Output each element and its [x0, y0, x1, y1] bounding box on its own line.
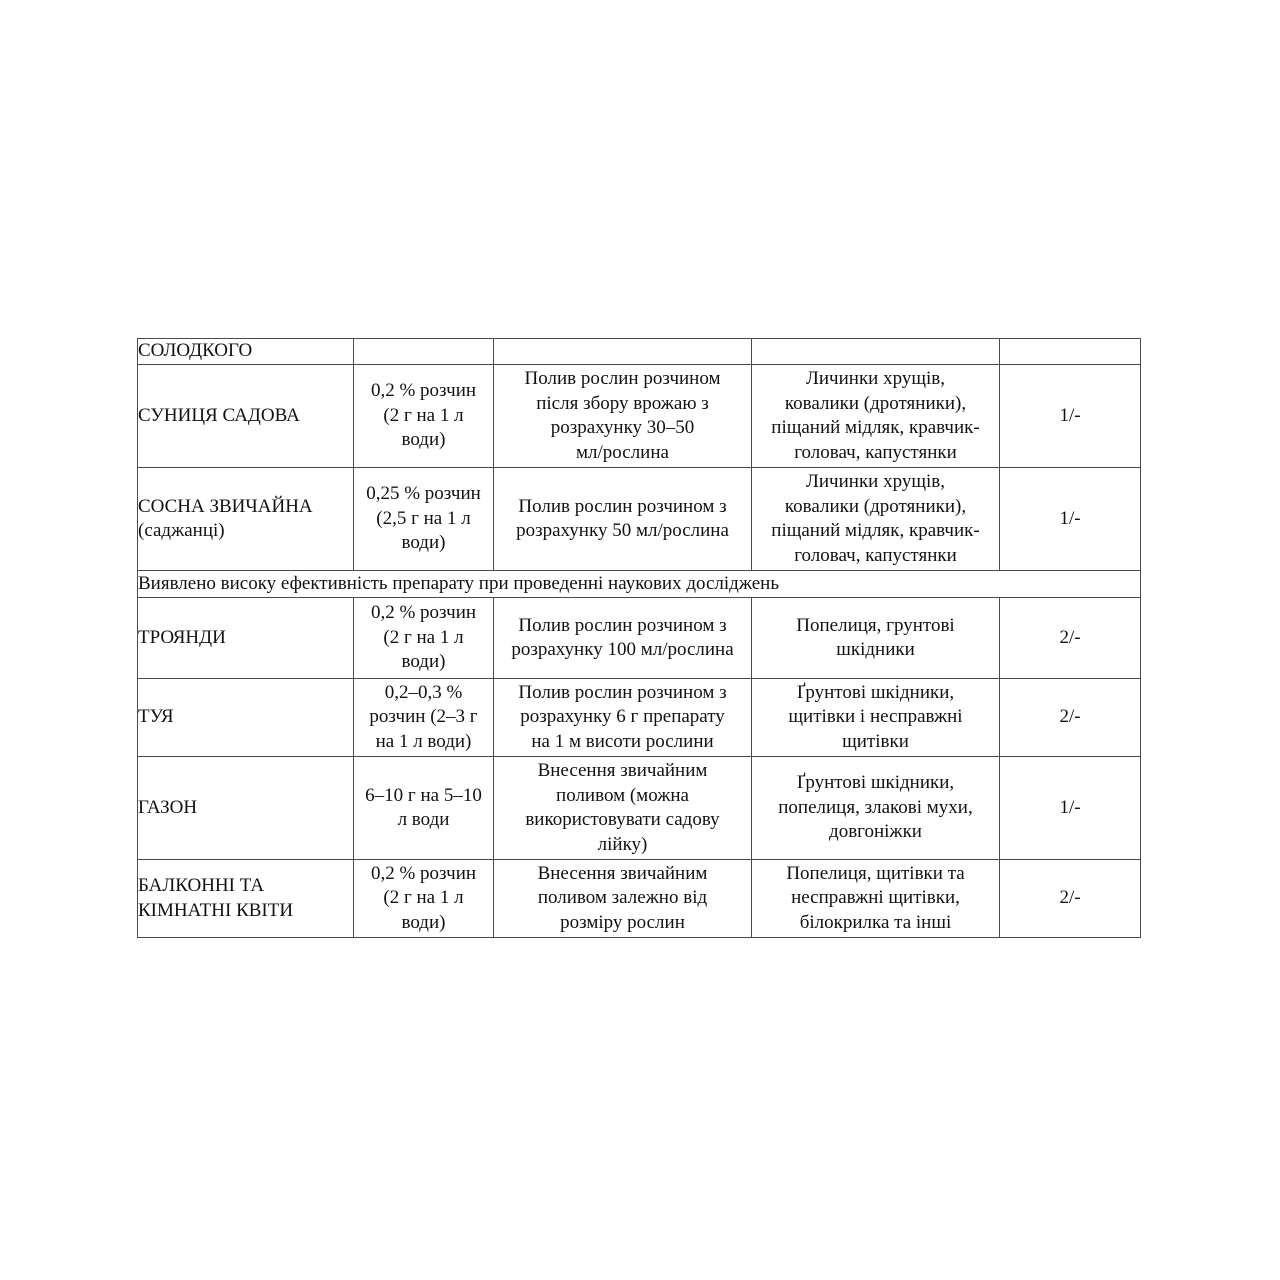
method-cell — [494, 679, 752, 757]
pests-line: щитівки і несправжні — [788, 706, 963, 728]
rate-cell — [354, 757, 494, 860]
rate-line: на 1 л води) — [375, 730, 472, 752]
treatments-cell — [1000, 339, 1141, 365]
crop-cell — [138, 757, 354, 860]
rate-line: (2 г на 1 л — [383, 887, 464, 909]
treatments-value: 1/- — [1059, 404, 1081, 426]
method-line: розрахунку 30–50 — [550, 417, 695, 438]
pests-line: Попелиця, грунтові — [796, 614, 955, 636]
rate-line: води) — [401, 429, 446, 451]
method-cell — [494, 365, 752, 468]
table-row — [138, 365, 1141, 468]
rate-line: розчин (2–3 г — [369, 706, 478, 728]
crop-name: СОСНА ЗВИЧАЙНА — [138, 495, 313, 517]
pests-line: головач, капустянки — [794, 441, 957, 463]
crop-name: СОЛОДКОГО — [138, 340, 253, 362]
method-cell — [494, 468, 752, 571]
method-line: після збору врожаю з — [536, 392, 709, 414]
rate-line: (2 г на 1 л — [383, 404, 464, 426]
pests-line: Личинки хрущів, — [806, 368, 945, 389]
treatments-value: 2/- — [1059, 626, 1081, 648]
method-cell — [494, 757, 752, 860]
pests-line: ковалики (дротяники), — [784, 495, 967, 517]
rate-cell — [354, 339, 494, 365]
method-line: Внесення звичайним — [537, 862, 708, 884]
pests-line: Попелиця, щитівки та — [786, 862, 965, 884]
crop-name: ГАЗОН — [138, 796, 198, 818]
method-line: мл/рослина — [576, 441, 669, 463]
pests-line: довгоніжки — [829, 821, 922, 843]
table-row — [138, 468, 1141, 571]
treatments-cell — [1000, 598, 1141, 679]
table-row — [138, 679, 1141, 757]
method-line: розрахунку 6 г препарату — [520, 706, 725, 728]
crop-cell — [138, 468, 354, 571]
method-line: поливом залежно від — [537, 887, 708, 909]
table-row — [138, 598, 1141, 679]
pests-cell — [752, 860, 1000, 938]
crop-cell — [138, 365, 354, 468]
rate-cell — [354, 365, 494, 468]
pests-line: ковалики (дротяники), — [784, 392, 967, 414]
crop-note: (саджанці) — [138, 520, 225, 541]
crop-note: КІМНАТНІ КВІТИ — [138, 899, 294, 921]
pests-line: Ґрунтові шкідники, — [796, 681, 955, 703]
treatments-cell — [1000, 860, 1141, 938]
table-row-continuation — [138, 339, 1141, 365]
crop-cell — [138, 679, 354, 757]
method-line: розрахунку 100 мл/рослина — [511, 639, 734, 660]
crop-treatment-table — [137, 338, 1141, 938]
rate-cell — [354, 468, 494, 571]
method-line: Полив рослин розчином з — [518, 614, 727, 636]
method-line: Внесення звичайним — [537, 760, 708, 781]
method-line: використовувати садову — [525, 809, 720, 830]
treatments-cell — [1000, 757, 1141, 860]
crop-name: БАЛКОННІ ТА — [138, 875, 265, 896]
crop-cell — [138, 598, 354, 679]
method-cell — [494, 860, 752, 938]
rate-cell — [354, 860, 494, 938]
rate-line: (2 г на 1 л — [383, 626, 464, 648]
rate-line: л води — [397, 809, 450, 830]
pests-line: білокрилка та інші — [799, 911, 952, 933]
pests-cell — [752, 757, 1000, 860]
treatments-cell — [1000, 468, 1141, 571]
table-row — [138, 757, 1141, 860]
crop-cell — [138, 860, 354, 938]
rate-line: 0,2–0,3 % — [384, 681, 463, 703]
table-row — [138, 860, 1141, 938]
treatments-cell — [1000, 679, 1141, 757]
method-line: лійку) — [597, 833, 648, 855]
pests-line: головач, капустянки — [794, 544, 957, 566]
method-line: розрахунку 50 мл/рослина — [516, 520, 729, 541]
method-line: Полив рослин розчином з — [518, 681, 727, 703]
pests-cell — [752, 365, 1000, 468]
rate-line: води) — [401, 911, 446, 933]
treatments-value: 2/- — [1059, 887, 1081, 909]
rate-line: 0,2 % розчин — [370, 862, 477, 884]
pests-cell — [752, 598, 1000, 679]
rate-line: 0,2 % розчин — [370, 380, 477, 402]
pests-cell — [752, 339, 1000, 365]
method-line: Полив рослин розчином — [524, 368, 721, 389]
note-text: Виявлено високу ефективність препарату при проведенні наукових досліджень — [138, 572, 779, 594]
rate-line: води) — [401, 651, 446, 673]
rate-line: 0,25 % розчин — [366, 483, 481, 505]
pests-cell — [752, 468, 1000, 571]
pests-line: піщаний мідляк, кравчик- — [771, 520, 980, 541]
pests-cell — [752, 679, 1000, 757]
pests-line: Ґрунтові шкідники, — [796, 772, 955, 794]
crop-name: СУНИЦЯ САДОВА — [138, 404, 300, 426]
rate-cell — [354, 679, 494, 757]
pests-line: несправжні щитівки, — [791, 887, 960, 909]
table-row-note — [138, 571, 1141, 598]
pests-line: щитівки — [842, 730, 909, 752]
pests-line: шкідники — [836, 639, 915, 660]
crop-cell — [138, 339, 354, 365]
method-cell — [494, 598, 752, 679]
rate-line: 0,2 % розчин — [370, 602, 477, 624]
pests-line: попелиця, злакові мухи, — [778, 796, 973, 818]
pests-line: піщаний мідляк, кравчик- — [771, 417, 980, 438]
rate-cell — [354, 598, 494, 679]
method-line: поливом (можна — [556, 784, 689, 806]
pests-line: Личинки хрущів, — [806, 471, 945, 492]
crop-name: ТУЯ — [138, 706, 174, 728]
treatments-value: 1/- — [1059, 796, 1081, 818]
method-line: розміру рослин — [560, 911, 685, 933]
rate-line: 6–10 г на 5–10 — [365, 784, 482, 806]
method-line: Полив рослин розчином з — [518, 495, 727, 517]
treatments-value: 2/- — [1059, 706, 1081, 728]
method-line: на 1 м висоти рослини — [531, 730, 714, 752]
note-cell — [138, 571, 1141, 598]
treatments-value: 1/- — [1059, 507, 1081, 529]
rate-line: води) — [401, 532, 446, 554]
crop-name: ТРОЯНДИ — [138, 626, 226, 648]
rate-line: (2,5 г на 1 л — [376, 507, 471, 529]
treatments-cell — [1000, 365, 1141, 468]
method-cell — [494, 339, 752, 365]
